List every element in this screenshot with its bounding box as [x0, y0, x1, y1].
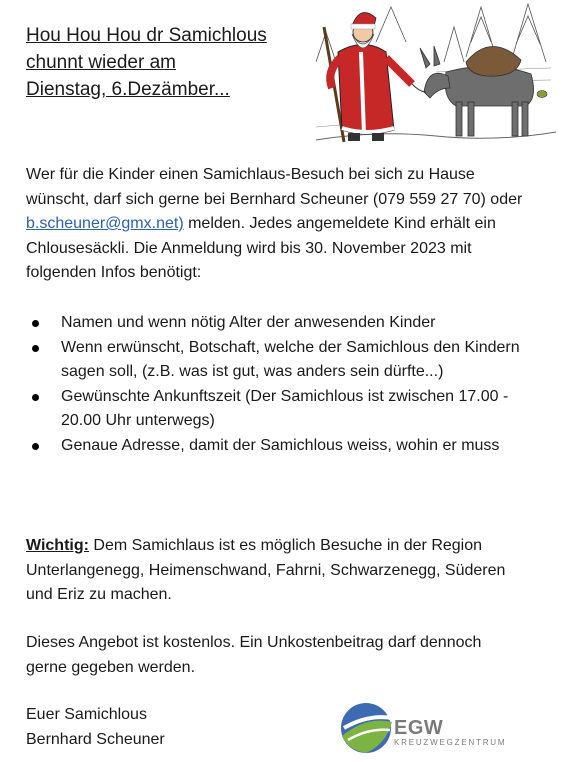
list-item: [26, 434, 526, 459]
bullet-icon: [32, 345, 39, 352]
list-item: [26, 311, 526, 336]
important-label: Wichtig:: [26, 537, 89, 554]
list-item-text: Namen und wenn nötig Alter der anwesenden Kinder: [61, 314, 436, 331]
heading-line-1: Hou Hou Hou dr Samichlous: [26, 25, 267, 46]
intro-paragraph: [26, 163, 526, 286]
list-item-text: Wenn erwünscht, Botschaft, welche der Samichlous den Kindern sagen soll, (z.B. was ist gut, was anders sein dürfte...): [61, 338, 520, 380]
heading-line-3: Dienstag, 6.Dezämber...: [26, 79, 230, 100]
heading-line-2: chunnt wieder am: [26, 52, 176, 73]
required-info-list: [26, 311, 526, 458]
signoff-greeting: Euer Samichlous: [26, 706, 147, 723]
list-item: [26, 385, 526, 434]
important-notice: [26, 534, 536, 608]
flyer-heading: [26, 22, 316, 103]
intro-text-part-1: Wer für die Kinder einen Samichlaus-Besuch bei sich zu Hause wünscht, darf sich gerne bei Bernhard Scheuner (079 559 27 70) oder: [26, 166, 523, 208]
logo-name: EGW: [394, 717, 444, 739]
logo-subtitle: KREUZWEGZENTRUM: [394, 738, 507, 747]
bullet-icon: [32, 394, 39, 401]
free-offer-paragraph: Dieses Angebot ist kostenlos. Ein Unkostenbeitrag darf dennoch gerne gegeben werden.: [26, 634, 482, 676]
important-text: Dem Samichlaus ist es möglich Besuche in der Region Unterlangenegg, Heimenschwand, Fahrni, Schwarzenegg, Süderen und Eriz zu machen.: [26, 537, 506, 603]
list-item-text: Gewünschte Ankunftszeit (Der Samichlous ist zwischen 17.00 - 20.00 Uhr unterwegs): [61, 387, 509, 429]
list-item: [26, 336, 526, 385]
signoff: [26, 703, 276, 752]
email-link[interactable]: b.scheuner@gmx.net): [26, 215, 184, 232]
list-item-text: Genaue Adresse, damit der Samichlous weiss, wohin er muss: [61, 436, 500, 454]
bullet-icon: [32, 443, 39, 450]
egw-logo-text: [394, 718, 506, 748]
santa-with-donkey-illustration: [316, 2, 556, 150]
intro-text-part-2: melden. Jedes angemeldete Kind erhält ein Chlousesäckli. Die Anmeldung wird bis 30. November 2023 mit folgenden Infos benötigt:: [26, 215, 496, 281]
bullet-icon: [32, 320, 39, 327]
signoff-name: Bernhard Scheuner: [26, 730, 165, 748]
